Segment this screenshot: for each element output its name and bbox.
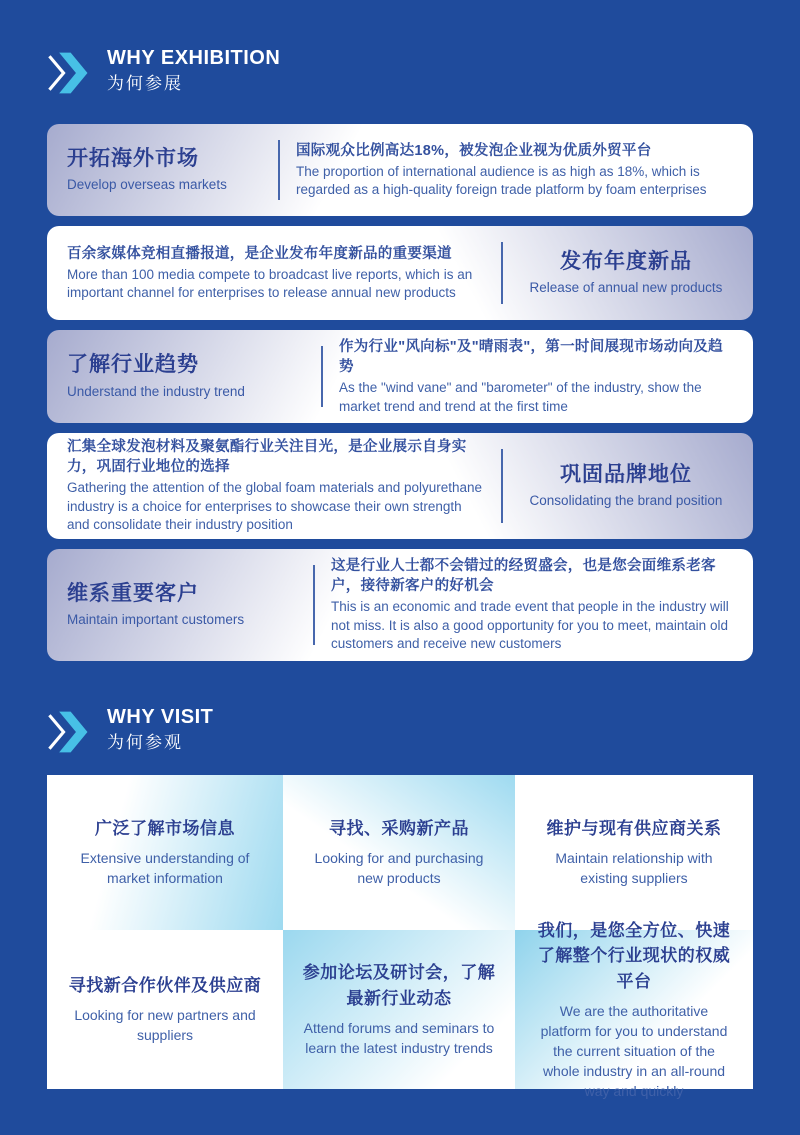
card-divider — [501, 449, 503, 523]
visit-cell-existing-suppliers — [515, 775, 753, 930]
card-desc-en: As the "wind vane" and "barometer" of the industry, show the market trend and trend at the first time — [339, 380, 702, 414]
section-title-exhibition-en: WHY EXHIBITION — [107, 47, 281, 69]
card-desc-en: More than 100 media compete to broadcast live reports, which is an important channel for enterprises to release annual new products — [67, 266, 473, 300]
double-chevron-right-icon — [45, 707, 91, 757]
visit-cell-market-information — [47, 775, 283, 930]
exhibition-card-consolidate-brand-position — [47, 433, 753, 539]
card-title-block — [67, 145, 262, 195]
visit-cell-title-zh: 寻找新合作伙伴及供应商 — [68, 975, 262, 995]
visit-cell-desc-en: Looking for new partners and suppliers — [74, 1007, 256, 1044]
card-title-en: Maintain important customers — [67, 612, 245, 628]
exhibition-card-release-annual-new-products — [47, 226, 753, 320]
visit-cell-new-partners — [47, 930, 283, 1089]
card-title-zh: 发布年度新品 — [560, 249, 692, 273]
visit-cell-desc-en: Extensive understanding of market information — [80, 850, 250, 887]
visit-cell-title-zh: 维护与现有供应商关系 — [546, 818, 722, 838]
card-desc-en: This is an economic and trade event that people in the industry will not miss. It is also a good opportunity for you to meet, maintain old customers and receive new customers — [331, 599, 729, 652]
visit-grid — [47, 775, 753, 1099]
card-title-en: Develop overseas markets — [67, 177, 227, 193]
card-title-block — [519, 461, 733, 511]
exhibition-card-list — [47, 124, 753, 661]
card-title-en: Release of annual new products — [529, 280, 723, 296]
card-desc-zh: 汇集全球发泡材料及聚氨酯行业关注目光，是企业展示自身实力，巩固行业地位的选择 — [67, 439, 467, 476]
card-divider — [278, 140, 280, 200]
card-title-block — [67, 580, 297, 630]
section-header-exhibition — [45, 46, 800, 98]
visit-cell-desc-en: We are the authoritative platform for you to understand the current situation of the whole industry in an all-round way and quickly — [540, 1003, 728, 1099]
section-title-visit-zh: 为何参观 — [107, 733, 183, 752]
visit-cell-desc-en: Attend forums and seminars to learn the latest industry trends — [303, 1020, 495, 1056]
card-desc-en: Gathering the attention of the global foam materials and polyurethane industry is a choice for enterprises to showcase their own strength and consolidate their industry position — [67, 480, 483, 533]
card-title-zh: 了解行业趋势 — [67, 353, 199, 377]
section-header-visit — [45, 705, 800, 757]
card-title-en: Consolidating the brand position — [529, 493, 723, 509]
card-description — [331, 556, 733, 653]
exhibition-card-understand-industry-trend — [47, 330, 753, 423]
card-title-block — [67, 351, 305, 401]
card-desc-en: The proportion of international audience is as high as 18%, which is regarded as a high-quality foreign trade platform by foam enterprises — [296, 163, 707, 197]
visit-cell-title-zh: 参加论坛及研讨会，了解最新行业动态 — [302, 963, 496, 1008]
visit-cell-title-zh: 寻找、采购新产品 — [329, 818, 469, 838]
card-description — [67, 244, 485, 303]
visit-cell-title-zh: 广泛了解市场信息 — [95, 818, 235, 838]
card-desc-zh: 作为行业"风向标"及"晴雨表"，第一时间展现市场动向及趋势 — [339, 339, 723, 376]
double-chevron-right-icon — [45, 48, 91, 98]
card-description — [67, 437, 485, 534]
card-divider — [321, 346, 323, 407]
card-desc-zh: 国际观众比例高达18%，被发泡企业视为优质外贸平台 — [296, 142, 652, 159]
card-title-zh: 维系重要客户 — [67, 581, 199, 605]
card-divider — [313, 565, 315, 645]
exhibition-card-maintain-important-customers — [47, 549, 753, 661]
card-divider — [501, 242, 503, 304]
visit-cell-authoritative-platform — [515, 920, 753, 1099]
card-description — [339, 337, 733, 416]
exhibition-card-develop-overseas-markets — [47, 124, 753, 216]
visit-cell-title-zh: 我们，是您全方位、快速了解整个行业现状的权威平台 — [537, 920, 731, 991]
visit-cell-forums-seminars — [283, 930, 515, 1089]
section-title-visit-en: WHY VISIT — [107, 706, 214, 728]
card-title-en: Understand the industry trend — [67, 383, 245, 399]
card-title-block — [519, 248, 733, 298]
card-desc-zh: 百余家媒体竞相直播报道，是企业发布年度新品的重要渠道 — [67, 245, 452, 262]
card-title-zh: 开拓海外市场 — [67, 146, 199, 170]
section-title-exhibition-zh: 为何参展 — [107, 74, 183, 93]
card-description — [296, 141, 733, 200]
card-title-zh: 巩固品牌地位 — [560, 462, 692, 486]
visit-cell-desc-en: Looking for and purchasing new products — [314, 850, 484, 887]
card-desc-zh: 这是行业人士都不会错过的经贸盛会，也是您会面维系老客户，接待新客户的好机会 — [331, 558, 716, 595]
visit-cell-desc-en: Maintain relationship with existing suppliers — [555, 850, 713, 887]
visit-cell-purchase-new-products — [283, 775, 515, 930]
